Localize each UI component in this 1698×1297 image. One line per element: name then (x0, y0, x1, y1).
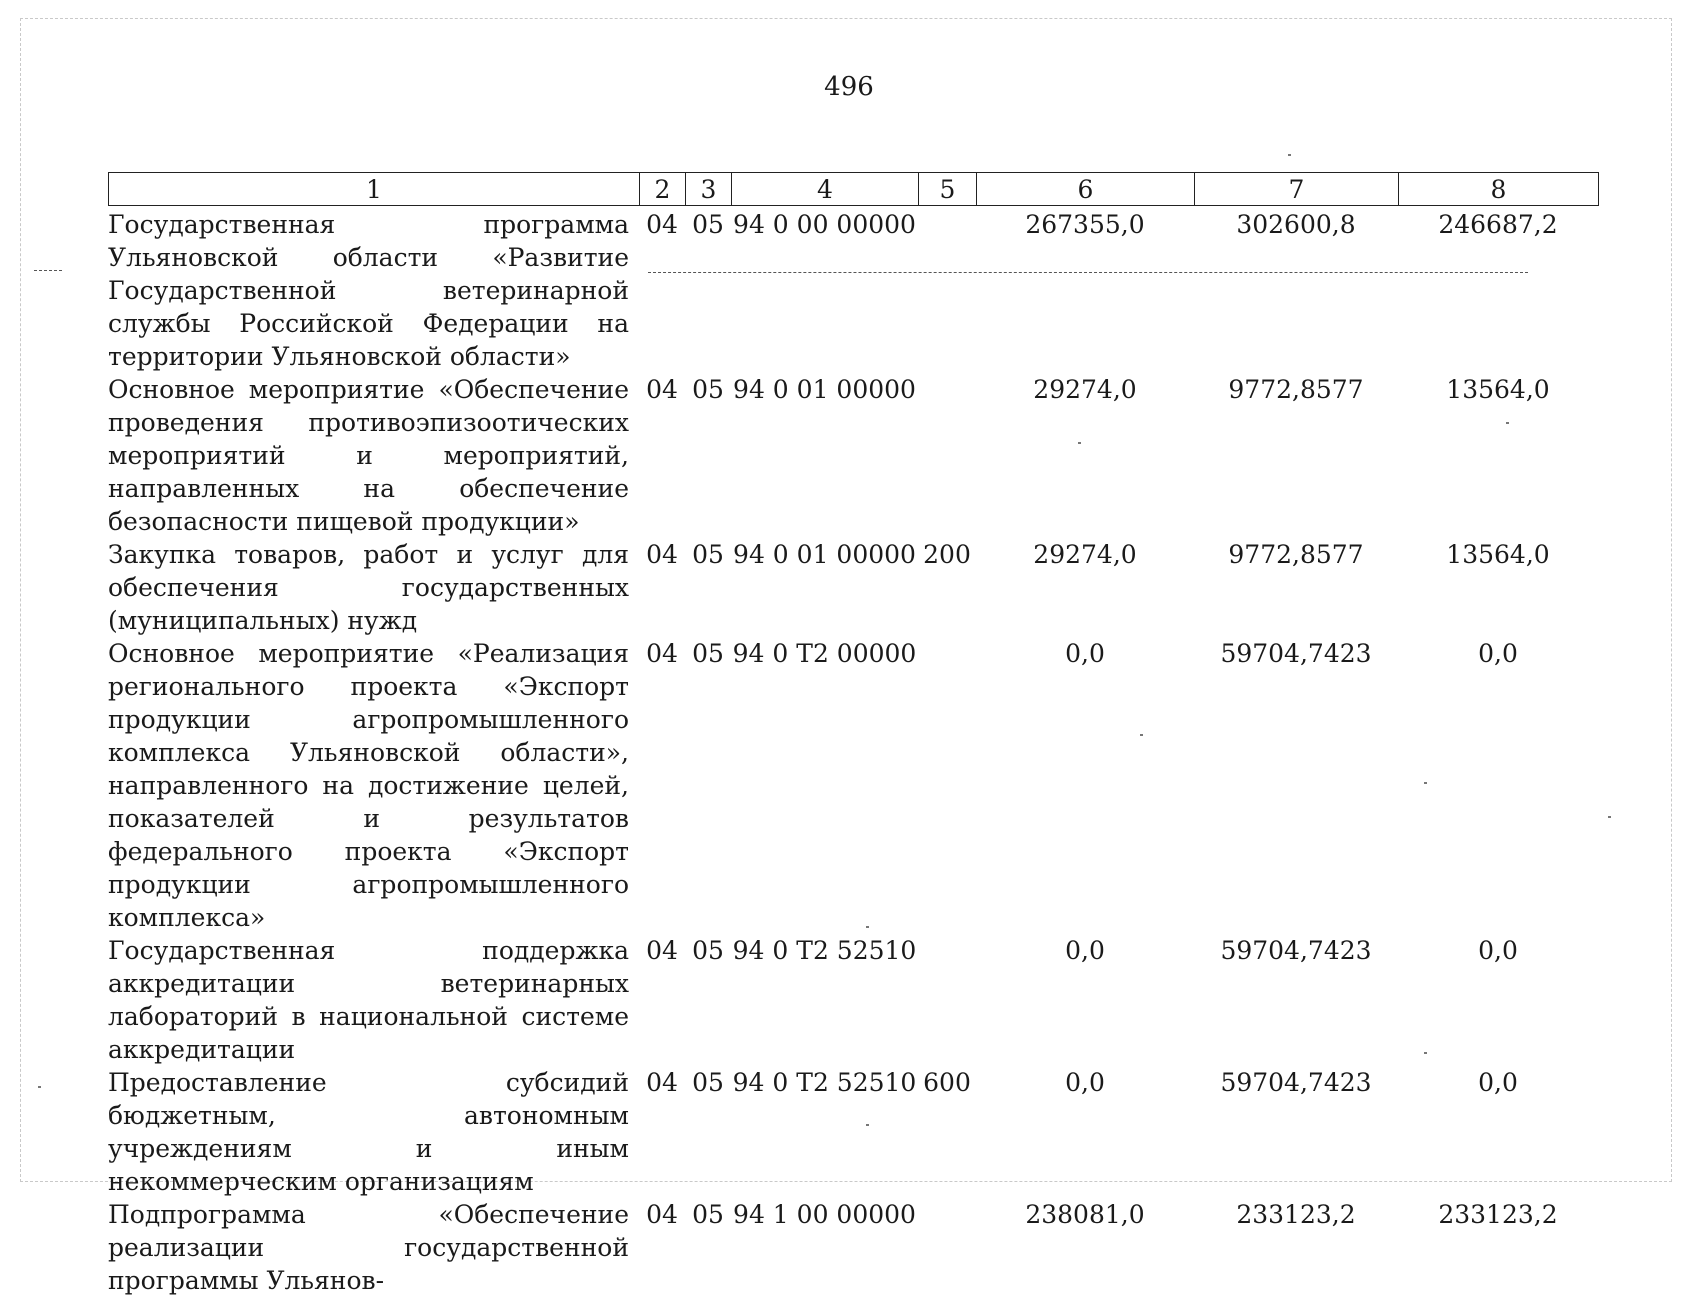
expense-type (918, 637, 976, 934)
amount-col8: 0,0 (1478, 1068, 1518, 1097)
target-article: 94 1 00 00000 (733, 1200, 916, 1229)
code-subsection: 05 (692, 1200, 724, 1229)
target-article: 94 0 T2 00000 (732, 639, 917, 668)
scan-speck (1078, 442, 1081, 444)
table-row (108, 934, 1598, 1066)
scan-speck (866, 1124, 869, 1126)
scan-artifact-line (34, 270, 62, 271)
amount-col7: 9772,8577 (1228, 375, 1364, 404)
amount-col7: 9772,8577 (1228, 540, 1364, 569)
amount-col8: 13564,0 (1446, 375, 1550, 404)
row-name: Основное мероприятие «Обеспечение проведения противоэпизоотических мероприятий и мероприятий, направленных на обеспечение безопасности пищевой продукции» (108, 375, 629, 536)
scan-speck (1506, 422, 1509, 424)
expense-type (918, 1198, 976, 1297)
table-row (108, 208, 1598, 373)
column-header: 5 (919, 173, 977, 206)
column-header: 4 (732, 173, 919, 206)
row-name: Подпрограмма «Обеспечение реализации государственной программы Ульянов- (108, 1200, 629, 1295)
amount-col7: 59704,7423 (1220, 936, 1372, 965)
table-row (108, 637, 1598, 934)
column-header: 2 (640, 173, 686, 206)
target-article: 94 0 01 00000 (733, 375, 916, 404)
code-section: 04 (646, 936, 678, 965)
scan-speck (1288, 154, 1291, 156)
column-header: 3 (686, 173, 732, 206)
scan-speck (38, 1086, 41, 1088)
target-article: 94 0 T2 52510 (732, 1068, 917, 1097)
amount-col8: 0,0 (1478, 936, 1518, 965)
code-subsection: 05 (692, 639, 724, 668)
target-article: 94 0 00 00000 (733, 210, 916, 239)
expense-type (918, 208, 976, 373)
amount-col8: 233123,2 (1438, 1200, 1558, 1229)
amount-col8: 0,0 (1478, 639, 1518, 668)
amount-col6: 0,0 (1065, 936, 1105, 965)
amount-col6: 29274,0 (1033, 375, 1137, 404)
code-section: 04 (646, 1200, 678, 1229)
row-name: Основное мероприятие «Реализация регионального проекта «Экспорт продукции агропромышленного комплекса Ульяновской области», направленного на достижение целей, показателей и результатов федерального проекта «Экспорт продукции агропромышленного комплекса» (108, 639, 629, 932)
code-subsection: 05 (692, 375, 724, 404)
amount-col8: 246687,2 (1438, 210, 1558, 239)
code-subsection: 05 (692, 1068, 724, 1097)
row-name: Государственная поддержка аккредитации ветеринарных лабораторий в национальной системе аккредитации (108, 936, 629, 1064)
column-header: 6 (977, 173, 1195, 206)
scan-speck (1608, 816, 1611, 818)
target-article: 94 0 01 00000 (733, 540, 916, 569)
column-header: 7 (1195, 173, 1399, 206)
code-section: 04 (646, 1068, 678, 1097)
amount-col6: 0,0 (1065, 1068, 1105, 1097)
row-name: Предоставление субсидий бюджетным, автономным учреждениям и иным некоммерческим организациям (108, 1068, 629, 1196)
target-article: 94 0 T2 52510 (732, 936, 917, 965)
table-header (108, 172, 1599, 206)
scan-speck (1424, 782, 1427, 784)
code-subsection: 05 (692, 210, 724, 239)
budget-table (108, 208, 1598, 1297)
code-section: 04 (646, 639, 678, 668)
expense-type: 200 (923, 540, 971, 569)
column-header: 8 (1399, 173, 1599, 206)
amount-col6: 238081,0 (1025, 1200, 1145, 1229)
expense-type (918, 373, 976, 538)
amount-col6: 0,0 (1065, 639, 1105, 668)
expense-type: 600 (923, 1068, 971, 1097)
amount-col6: 29274,0 (1033, 540, 1137, 569)
amount-col6: 267355,0 (1025, 210, 1145, 239)
amount-col7: 302600,8 (1236, 210, 1356, 239)
row-name: Государственная программа Ульяновской области «Развитие Государственной ветеринарной службы Российской Федерации на территории Ульяновской области» (108, 210, 629, 371)
row-name: Закупка товаров, работ и услуг для обеспечения государственных (муниципальных) нужд (108, 540, 629, 635)
page-number: 496 (824, 72, 874, 102)
code-section: 04 (646, 540, 678, 569)
code-subsection: 05 (692, 540, 724, 569)
code-section: 04 (646, 375, 678, 404)
table-row (108, 1066, 1598, 1198)
table-row (108, 373, 1598, 538)
code-subsection: 05 (692, 936, 724, 965)
scan-speck (1140, 734, 1143, 736)
amount-col7: 59704,7423 (1220, 1068, 1372, 1097)
scan-speck (866, 926, 869, 928)
amount-col7: 59704,7423 (1220, 639, 1372, 668)
amount-col7: 233123,2 (1236, 1200, 1356, 1229)
table-row (108, 1198, 1598, 1297)
column-header: 1 (109, 173, 640, 206)
amount-col8: 13564,0 (1446, 540, 1550, 569)
code-section: 04 (646, 210, 678, 239)
expense-type (918, 934, 976, 1066)
scan-artifact-line (648, 272, 1528, 273)
table-row (108, 538, 1598, 637)
scan-speck (1424, 1052, 1427, 1054)
